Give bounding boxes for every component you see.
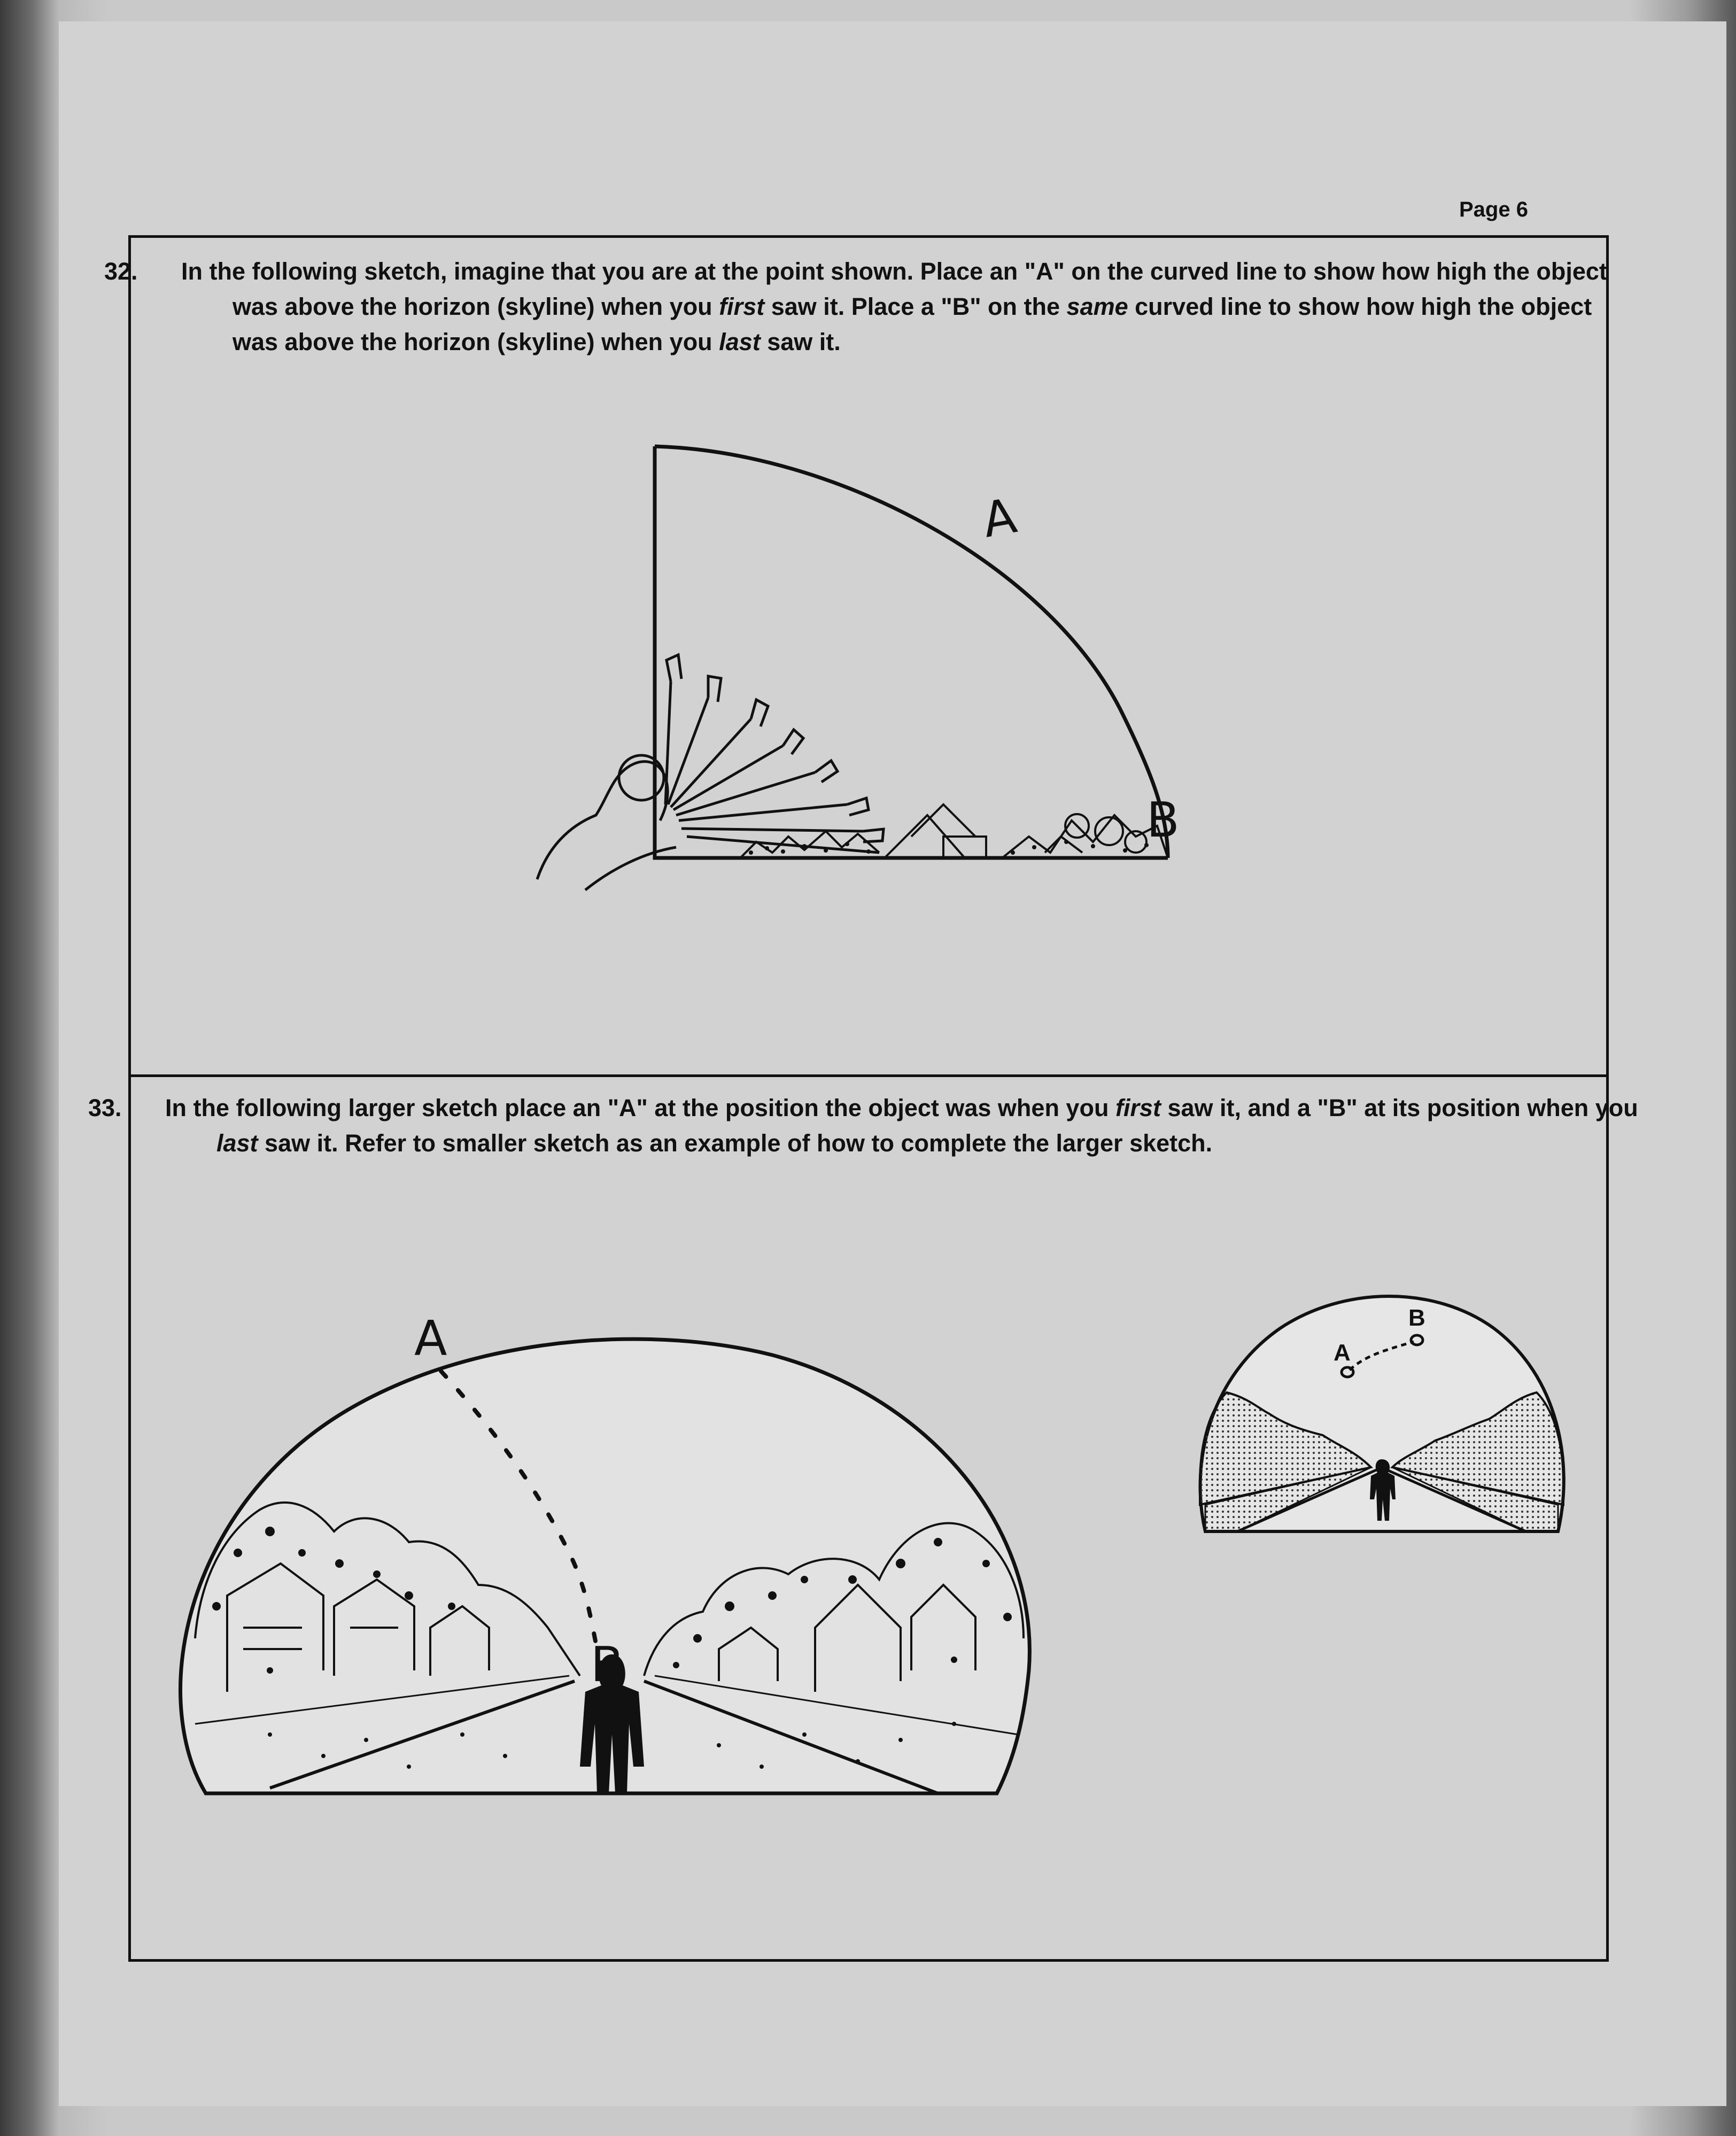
question-33-emphasis-first: first xyxy=(1115,1094,1161,1121)
large-sky-dome-figure xyxy=(163,1253,1082,1841)
question-32-part: In the following sketch, imagine that you are at the point shown. Place an "A" on the curved line to show how high the object was above the horizon (skyline) when you xyxy=(181,258,1607,320)
question-33-mark-b: B xyxy=(591,1637,624,1693)
question-32-emphasis-first: first xyxy=(719,293,765,320)
question-32-part: curved line to show how high the object was above the horizon (skyline) when you xyxy=(232,293,1592,355)
question-32-mark-a: A xyxy=(978,487,1021,549)
question-32-emphasis-last: last xyxy=(719,328,761,355)
question-33-mark-a: A xyxy=(414,1311,447,1367)
section-divider xyxy=(131,1074,1606,1077)
example-label-a: A xyxy=(1334,1340,1351,1366)
question-32-emphasis-same: same xyxy=(1066,293,1128,320)
quadrant-arc xyxy=(655,446,1168,858)
question-32-mark-b: B xyxy=(1146,792,1180,848)
question-33-part: In the following larger sketch place an "A" at the position the object was when you xyxy=(165,1094,1115,1121)
page-number: Page 6 xyxy=(1459,198,1528,221)
quadrant-outline xyxy=(655,446,1168,858)
question-33-text: 33. In the following larger sketch place an "A" at the position the object was when you first saw it, and a "B" at its position when you last saw it. Refer to smaller sketch as an example of how to complete the larger sketch. xyxy=(88,1094,1638,1157)
question-33-part: saw it. Refer to smaller sketch as an example of how to complete the larger sketch. xyxy=(258,1129,1213,1157)
questions-box xyxy=(88,235,1638,1962)
question-33-emphasis-last: last xyxy=(216,1129,258,1157)
example-label-b: B xyxy=(1408,1305,1425,1331)
document-page xyxy=(59,21,1726,2106)
pointing-person-illustration xyxy=(537,655,883,890)
elevation-quadrant-figure xyxy=(505,430,1360,1018)
question-32-part: saw it. xyxy=(760,328,841,355)
question-32-part: saw it. Place a "B" on the xyxy=(764,293,1067,320)
question-32-text: 32. In the following sketch, imagine that you are at the point shown. Place an "A" on the curved line to show how high the object was above the horizon (skyline) when you first saw it. Place a "B" on the same curved line to show how high the object was above the horizon (skyline) when you last saw it. xyxy=(104,258,1607,355)
example-sky-dome-figure xyxy=(1189,1270,1574,1547)
question-33-part: saw it, and a "B" at its position when you xyxy=(1160,1094,1638,1121)
